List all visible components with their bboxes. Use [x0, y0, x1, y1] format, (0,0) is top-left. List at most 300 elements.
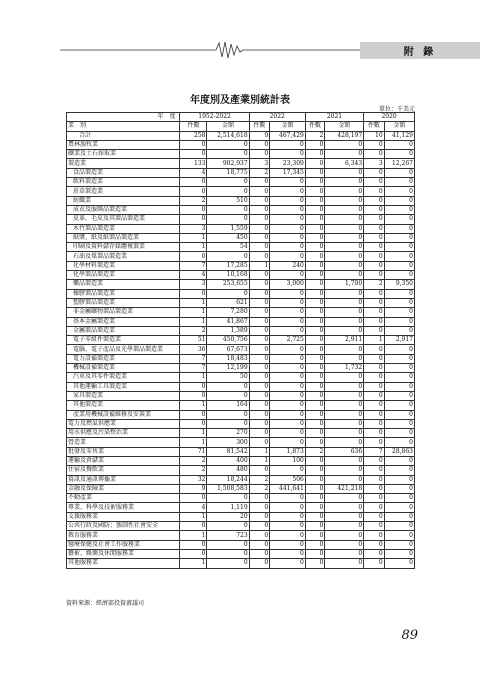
table-row [67, 159, 415, 168]
amount-cell: 1,732 [325, 364, 364, 373]
amount-cell: 0 [384, 503, 414, 512]
amount-cell: 0 [270, 373, 306, 382]
amount-cell: 18,483 [207, 354, 249, 363]
amount-cell: 0 [325, 326, 364, 335]
amount-cell: 0 [270, 298, 306, 307]
industry-name-cell: 電力及燃氣供應業 [67, 419, 180, 428]
industry-name-cell: 化學材料製造業 [67, 261, 180, 270]
count-cell: 1 [180, 308, 207, 317]
industry-name-cell: 印刷及資料儲存媒體複製業 [67, 243, 180, 252]
industry-name-cell: 專業、科學及技術服務業 [67, 503, 180, 512]
amount-cell: 0 [270, 429, 306, 438]
industry-name-cell: 礦業及土石採取業 [67, 150, 180, 159]
industry-name-cell: 塑膠製品製造業 [67, 298, 180, 307]
count-cell: 0 [180, 522, 207, 531]
amount-cell: 0 [270, 494, 306, 503]
amount-cell: 0 [384, 271, 414, 280]
count-cell: 2 [180, 196, 207, 205]
amount-cell: 0 [207, 522, 249, 531]
table-row [67, 326, 415, 335]
count-cell: 0 [180, 140, 207, 149]
count-cell: 0 [249, 298, 270, 307]
table-row [67, 280, 415, 289]
amount-cell: 0 [325, 187, 364, 196]
amount-cell: 23,309 [270, 159, 306, 168]
count-cell: 0 [249, 243, 270, 252]
count-cell: 0 [180, 382, 207, 391]
count-cell: 10 [364, 131, 385, 140]
count-cell: 0 [364, 317, 385, 326]
count-cell: 0 [249, 196, 270, 205]
table-row [67, 456, 415, 465]
table-row [67, 308, 415, 317]
count-cell: 0 [249, 233, 270, 242]
count-cell: 0 [364, 243, 385, 252]
industry-name-cell: 金屬製品製造業 [67, 326, 180, 335]
amount-cell: 0 [325, 382, 364, 391]
amount-cell: 0 [270, 187, 306, 196]
amount-cell: 2,917 [384, 336, 414, 345]
amount-cell: 18,244 [207, 475, 249, 484]
count-cell: 0 [305, 373, 324, 382]
industry-name-cell: 製造業 [67, 159, 180, 168]
count-cell: 0 [249, 364, 270, 373]
table-row [67, 168, 415, 177]
amount-cell: 902,937 [207, 159, 249, 168]
industry-name-cell: 藥品製造業 [67, 280, 180, 289]
amount-cell: 300 [207, 438, 249, 447]
amount-cell: 0 [325, 224, 364, 233]
count-cell: 0 [305, 196, 324, 205]
amount-cell: 0 [270, 308, 306, 317]
table-row [67, 205, 415, 214]
amount-cell: 270 [207, 429, 249, 438]
amount-cell: 0 [325, 243, 364, 252]
count-cell: 0 [305, 419, 324, 428]
count-cell: 1 [180, 298, 207, 307]
count-cell: 0 [364, 196, 385, 205]
count-cell: 0 [305, 512, 324, 521]
count-cell: 0 [249, 150, 270, 159]
count-cell: 2 [305, 447, 324, 456]
count-cell: 0 [249, 317, 270, 326]
industry-name-cell: 紡織業 [67, 196, 180, 205]
table-row [67, 140, 415, 149]
count-cell: 4 [180, 503, 207, 512]
count-cell: 0 [305, 466, 324, 475]
count-cell: 0 [249, 224, 270, 233]
count-cell: 0 [305, 317, 324, 326]
count-cell: 0 [249, 391, 270, 400]
count-cell: 0 [364, 289, 385, 298]
count-cell: 0 [305, 233, 324, 242]
count-cell: 0 [249, 354, 270, 363]
count-cell: 0 [249, 531, 270, 540]
count-cell: 0 [249, 419, 270, 428]
source-note: 資料來源：經濟部投資審議司 [66, 600, 145, 607]
count-cell: 1 [180, 512, 207, 521]
industry-name-cell: 成衣及服飾品製造業 [67, 205, 180, 214]
count-cell: 0 [364, 494, 385, 503]
count-cell: 3 [364, 159, 385, 168]
amount-cell: 0 [384, 438, 414, 447]
amount-cell: 0 [270, 326, 306, 335]
table-row [67, 298, 415, 307]
industry-name-cell: 其他製造業 [67, 401, 180, 410]
count-cell: 0 [364, 419, 385, 428]
amount-header: 金額 [270, 122, 306, 131]
count-cell: 7 [180, 261, 207, 270]
count-cell: 1 [249, 261, 270, 270]
count-cell: 0 [364, 429, 385, 438]
amount-cell: 1,700 [325, 280, 364, 289]
amount-cell: 0 [384, 429, 414, 438]
count-cell: 0 [364, 326, 385, 335]
amount-cell: 441,641 [270, 484, 306, 493]
amount-cell: 0 [384, 261, 414, 270]
industry-name-cell: 運輸及倉儲業 [67, 456, 180, 465]
count-cell: 0 [305, 549, 324, 558]
industry-name-cell: 非金屬礦物製品製造業 [67, 308, 180, 317]
table-row [67, 336, 415, 345]
count-cell: 0 [180, 419, 207, 428]
amount-cell: 0 [270, 317, 306, 326]
count-cell: 0 [305, 336, 324, 345]
amount-cell: 0 [384, 289, 414, 298]
count-cell: 1 [180, 429, 207, 438]
industry-name-cell: 汽車及其零件製造業 [67, 373, 180, 382]
amount-cell: 0 [270, 224, 306, 233]
amount-cell: 0 [384, 326, 414, 335]
amount-cell: 0 [270, 289, 306, 298]
industry-name-cell: 電力設備製造業 [67, 354, 180, 363]
industry-name-cell: 醫療保健及社會工作服務業 [67, 540, 180, 549]
industry-name-cell: 營造業 [67, 438, 180, 447]
count-cell: 0 [364, 391, 385, 400]
amount-cell: 0 [270, 540, 306, 549]
count-cell: 1 [180, 401, 207, 410]
table-row [67, 466, 415, 475]
amount-cell: 28,863 [384, 447, 414, 456]
amount-cell: 0 [325, 373, 364, 382]
table-row [67, 512, 415, 521]
amount-cell: 0 [384, 540, 414, 549]
count-cell: 0 [364, 466, 385, 475]
industry-name-cell: 菸草製造業 [67, 187, 180, 196]
count-cell: 0 [305, 382, 324, 391]
industry-name-cell: 藝術、娛樂及休閒服務業 [67, 549, 180, 558]
amount-cell: 0 [270, 503, 306, 512]
amount-cell: 0 [270, 364, 306, 373]
amount-cell: 0 [270, 196, 306, 205]
count-cell: 0 [364, 484, 385, 493]
table-row [67, 271, 415, 280]
industry-name-cell: 石油及煤製品製造業 [67, 252, 180, 261]
amount-cell: 7,280 [207, 308, 249, 317]
count-cell: 3 [249, 159, 270, 168]
year-header: 2021 [305, 113, 363, 122]
amount-cell: 0 [325, 549, 364, 558]
table-row [67, 419, 415, 428]
amount-cell: 0 [384, 205, 414, 214]
count-cell: 2 [249, 475, 270, 484]
count-cell: 0 [249, 326, 270, 335]
amount-cell: 2,725 [270, 336, 306, 345]
count-cell: 71 [180, 447, 207, 456]
count-cell: 0 [249, 503, 270, 512]
amount-header: 金額 [325, 122, 364, 131]
amount-cell: 0 [270, 466, 306, 475]
count-cell: 0 [305, 364, 324, 373]
count-cell: 0 [305, 503, 324, 512]
amount-cell: 3,000 [270, 280, 306, 289]
count-cell: 0 [249, 336, 270, 345]
amount-cell: 0 [325, 252, 364, 261]
amount-cell: 0 [207, 205, 249, 214]
table-row [67, 233, 415, 242]
page-number: 89 [401, 628, 418, 643]
amount-cell: 0 [207, 559, 249, 568]
count-cell: 0 [364, 224, 385, 233]
amount-cell: 0 [207, 540, 249, 549]
industry-name-cell: 其他服務業 [67, 559, 180, 568]
count-cell: 0 [249, 494, 270, 503]
amount-cell: 2,911 [325, 336, 364, 345]
amount-cell: 0 [207, 410, 249, 419]
count-cell: 1 [180, 243, 207, 252]
count-cell: 0 [305, 280, 324, 289]
amount-cell: 0 [270, 345, 306, 354]
count-cell: 32 [180, 475, 207, 484]
count-cell: 51 [180, 336, 207, 345]
count-header: 件數 [364, 122, 385, 131]
count-cell: 0 [364, 373, 385, 382]
table-row [67, 150, 415, 159]
amount-cell: 41,129 [384, 131, 414, 140]
amount-cell: 467,429 [270, 131, 306, 140]
count-cell: 0 [364, 187, 385, 196]
count-cell: 0 [249, 466, 270, 475]
table-row [67, 484, 415, 493]
amount-cell: 12,199 [207, 364, 249, 373]
count-cell: 0 [249, 205, 270, 214]
count-cell: 0 [249, 382, 270, 391]
table-row [67, 354, 415, 363]
count-cell: 0 [249, 559, 270, 568]
amount-cell: 0 [270, 559, 306, 568]
count-cell: 1 [180, 438, 207, 447]
amount-cell: 0 [384, 150, 414, 159]
amount-cell: 0 [384, 168, 414, 177]
amount-header: 金額 [384, 122, 414, 131]
count-cell: 0 [364, 233, 385, 242]
amount-cell: 0 [207, 178, 249, 187]
table-row [67, 196, 415, 205]
count-header: 件數 [249, 122, 270, 131]
amount-cell: 0 [384, 531, 414, 540]
amount-cell: 0 [384, 224, 414, 233]
amount-cell: 0 [325, 466, 364, 475]
year-header: 2022 [249, 113, 305, 122]
amount-cell: 0 [207, 549, 249, 558]
count-cell: 0 [249, 512, 270, 521]
count-cell: 7 [364, 447, 385, 456]
count-cell: 0 [305, 559, 324, 568]
table-row [67, 373, 415, 382]
industry-name-cell: 電子零組件製造業 [67, 336, 180, 345]
count-cell: 0 [249, 215, 270, 224]
count-cell: 0 [305, 224, 324, 233]
count-cell: 0 [364, 150, 385, 159]
amount-cell: 0 [270, 233, 306, 242]
amount-cell: 253,655 [207, 280, 249, 289]
amount-cell: 0 [270, 401, 306, 410]
amount-cell: 0 [384, 317, 414, 326]
amount-cell: 510 [207, 196, 249, 205]
amount-cell: 50 [207, 373, 249, 382]
amount-cell: 12,267 [384, 159, 414, 168]
amount-cell: 0 [270, 382, 306, 391]
amount-cell: 0 [207, 494, 249, 503]
amount-cell: 0 [207, 150, 249, 159]
industry-name-cell: 橡膠製品製造業 [67, 289, 180, 298]
amount-cell: 0 [325, 140, 364, 149]
sub-header-row [67, 122, 415, 131]
amount-cell: 0 [384, 401, 414, 410]
amount-cell: 0 [384, 308, 414, 317]
count-cell: 0 [180, 289, 207, 298]
amount-cell: 0 [207, 140, 249, 149]
amount-cell: 0 [384, 187, 414, 196]
amount-cell: 0 [270, 215, 306, 224]
amount-cell: 0 [325, 503, 364, 512]
table-row [67, 224, 415, 233]
count-cell: 0 [364, 503, 385, 512]
amount-cell: 6,343 [325, 159, 364, 168]
amount-cell: 9,350 [384, 280, 414, 289]
amount-cell: 17,345 [270, 168, 306, 177]
amount-cell: 0 [384, 419, 414, 428]
amount-cell: 0 [325, 308, 364, 317]
count-cell: 0 [305, 494, 324, 503]
amount-cell: 0 [384, 522, 414, 531]
corner-industry-label: 業 別 [67, 122, 180, 131]
count-cell: 0 [364, 549, 385, 558]
amount-cell: 240 [270, 261, 306, 270]
count-cell: 0 [305, 531, 324, 540]
count-cell: 0 [180, 391, 207, 400]
industry-name-cell: 不動產業 [67, 494, 180, 503]
count-cell: 0 [305, 410, 324, 419]
count-cell: 0 [305, 540, 324, 549]
table-row [67, 289, 415, 298]
industry-name-cell: 資訊及通訊傳播業 [67, 475, 180, 484]
count-cell: 0 [305, 475, 324, 484]
count-cell: 1 [180, 531, 207, 540]
industry-name-cell: 教育服務業 [67, 531, 180, 540]
amount-cell: 0 [384, 494, 414, 503]
amount-cell: 0 [325, 289, 364, 298]
amount-cell: 20 [207, 512, 249, 521]
amount-cell: 0 [384, 382, 414, 391]
amount-cell: 621 [207, 298, 249, 307]
amount-cell: 450 [207, 233, 249, 242]
amount-cell: 0 [325, 196, 364, 205]
count-cell: 0 [249, 289, 270, 298]
count-cell: 0 [305, 289, 324, 298]
count-cell: 0 [305, 178, 324, 187]
count-header: 件數 [305, 122, 324, 131]
count-cell: 0 [364, 475, 385, 484]
industry-name-cell: 用水供應及污染整治業 [67, 429, 180, 438]
amount-cell: 0 [325, 419, 364, 428]
amount-cell: 0 [325, 178, 364, 187]
amount-cell: 0 [325, 391, 364, 400]
industry-name-cell: 金融及保險業 [67, 484, 180, 493]
amount-cell: 1,119 [207, 503, 249, 512]
count-cell: 0 [364, 540, 385, 549]
amount-cell: 0 [325, 205, 364, 214]
table-row [67, 429, 415, 438]
count-cell: 0 [364, 252, 385, 261]
amount-cell: 0 [384, 373, 414, 382]
table-row [67, 215, 415, 224]
count-cell: 0 [180, 205, 207, 214]
count-cell: 0 [364, 140, 385, 149]
industry-name-cell: 家具製造業 [67, 391, 180, 400]
count-cell: 7 [180, 354, 207, 363]
count-cell: 0 [249, 438, 270, 447]
count-cell: 0 [305, 484, 324, 493]
count-cell: 0 [249, 252, 270, 261]
count-cell: 0 [305, 429, 324, 438]
count-cell: 0 [249, 410, 270, 419]
amount-cell: 450,756 [207, 336, 249, 345]
industry-name-cell: 電腦、電子產品及光學製品製造業 [67, 345, 180, 354]
page-title: 年度別及產業別統計表 [190, 95, 290, 106]
amount-cell: 0 [384, 364, 414, 373]
count-cell: 1 [249, 456, 270, 465]
table-row [67, 131, 415, 140]
count-cell: 1 [180, 373, 207, 382]
count-cell: 0 [305, 150, 324, 159]
amount-cell: 0 [270, 522, 306, 531]
count-cell: 0 [305, 252, 324, 261]
amount-cell: 0 [207, 289, 249, 298]
count-cell: 36 [180, 345, 207, 354]
amount-cell: 0 [325, 456, 364, 465]
table-row [67, 345, 415, 354]
count-cell: 0 [364, 308, 385, 317]
count-cell: 0 [180, 178, 207, 187]
count-cell: 2 [364, 280, 385, 289]
table-row [67, 178, 415, 187]
count-cell: 2 [305, 131, 324, 140]
amount-header: 金額 [207, 122, 249, 131]
amount-cell: 0 [270, 178, 306, 187]
count-cell: 0 [364, 168, 385, 177]
industry-name-cell: 批發及零售業 [67, 447, 180, 456]
industry-name-cell: 基本金屬製造業 [67, 317, 180, 326]
count-cell: 0 [249, 308, 270, 317]
count-cell: 0 [305, 205, 324, 214]
industry-name-cell: 皮革、毛皮及其製品製造業 [67, 215, 180, 224]
industry-name-cell: 合計 [67, 131, 180, 140]
count-cell: 0 [305, 215, 324, 224]
amount-cell: 18,775 [207, 168, 249, 177]
amount-cell: 0 [384, 559, 414, 568]
count-cell: 2 [180, 466, 207, 475]
